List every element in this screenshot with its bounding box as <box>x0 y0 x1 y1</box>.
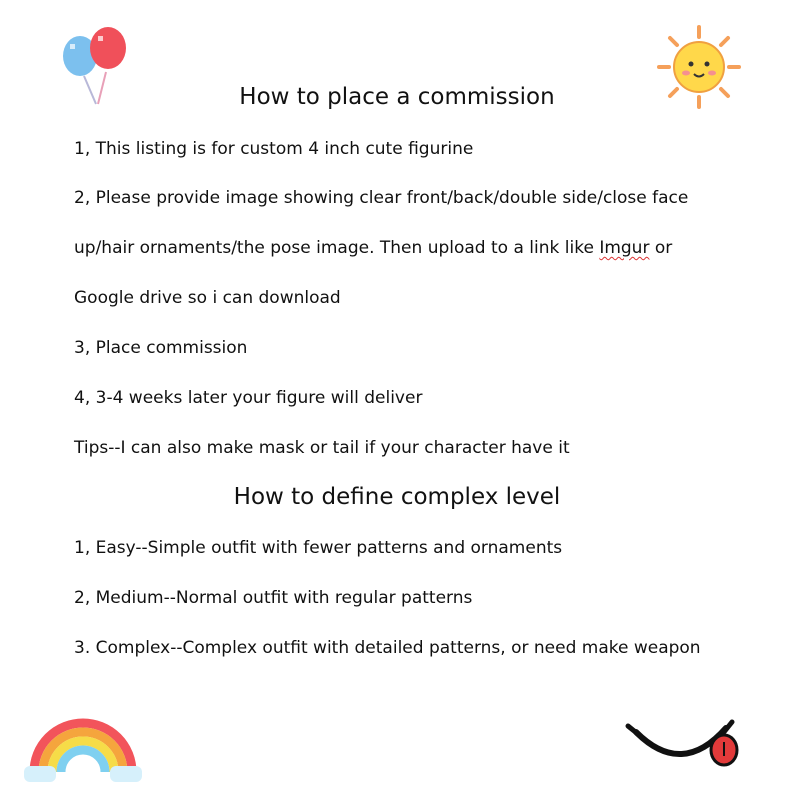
commission-tips: Tips--I can also make mask or tail if your character have it <box>74 438 570 458</box>
complexity-title: How to define complex level <box>233 484 561 510</box>
misspelled-word: Imgur <box>599 238 650 258</box>
commission-step-1: 1, This listing is for custom 4 inch cute figurine <box>74 139 474 159</box>
commission-step-4: 4, 3-4 weeks later your figure will deliver <box>74 388 423 408</box>
commission-step-2: 2, Please provide image showing clear front/back/double side/close face <box>74 188 689 208</box>
commission-step-3: 3, Place commission <box>74 338 248 358</box>
commission-title: How to place a commission <box>239 84 555 110</box>
complexity-easy: 1, Easy--Simple outfit with fewer patterns and ornaments <box>74 538 563 558</box>
complexity-medium: 2, Medium--Normal outfit with regular patterns <box>74 588 473 608</box>
rainbow-icon <box>24 712 142 784</box>
tongue-smile-icon <box>620 712 752 776</box>
commission-step-2-end: Google drive so i can download <box>74 288 341 308</box>
commission-step-2-continued: up/hair ornaments/the pose image. Then upload to a link like Imgur or <box>74 238 673 258</box>
complexity-complex: 3. Complex--Complex outfit with detailed patterns, or need make weapon <box>74 638 701 658</box>
